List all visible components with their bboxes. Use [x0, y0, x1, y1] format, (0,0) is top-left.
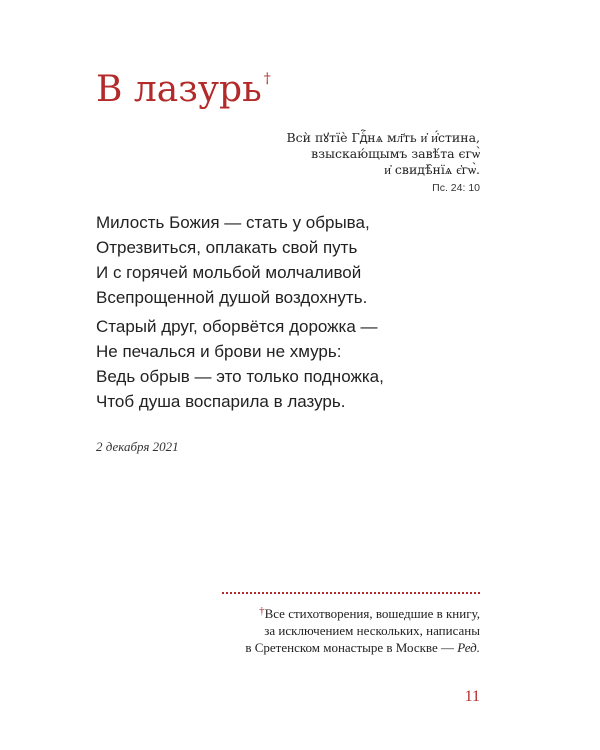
footnote-mark: † [263, 71, 271, 87]
footnote-line: за исключением нескольких, написаны [264, 623, 480, 638]
poem-title-text: В лазурь [96, 69, 262, 110]
footnote-mark: † [259, 605, 265, 617]
poem-date: 2 декабря 2021 [96, 439, 179, 454]
footnote-divider [222, 592, 480, 594]
epigraph-reference: Пс. 24: 10 [432, 182, 480, 194]
epigraph-line: взыскаю́щымъ завѣ́та єгѡ̀ [311, 146, 480, 161]
epigraph-line: Всѝ пꙋтїѐ Гдⷭ҇нѧ мл҃ть и҆ и҆́стина, [286, 130, 480, 145]
page-number: 11 [464, 688, 480, 705]
footnote-line: в Сретенском монастыре в Москве — Ред. [245, 640, 480, 655]
editor-mark: Ред. [457, 640, 480, 655]
verse-line: Старый друг, оборвётся дорожка — [96, 317, 378, 336]
verse-line: Чтоб душа воспарила в лазурь. [96, 392, 346, 411]
verse-line: Всепрощенной душой воздохнуть. [96, 288, 368, 307]
epigraph [286, 130, 480, 196]
stanza-1 [96, 210, 370, 310]
verse-line: Отрезвиться, оплакать свой путь [96, 238, 358, 257]
poem-title [96, 69, 271, 110]
epigraph-line: и҆ свидѣ̑нїѧ є҆гѡ̀. [384, 162, 480, 177]
stanza-2 [96, 314, 384, 414]
footnote-line: †Все стихотворения, вошедшие в книгу, [259, 605, 480, 621]
footnote [245, 603, 480, 656]
verse-line: Ведь обрыв — это только подножка, [96, 367, 384, 386]
verse-line: Не печалься и брови не хмурь: [96, 342, 342, 361]
verse-line: Милость Божия — стать у обрыва, [96, 213, 370, 232]
verse-line: И с горячей мольбой молчаливой [96, 263, 362, 282]
